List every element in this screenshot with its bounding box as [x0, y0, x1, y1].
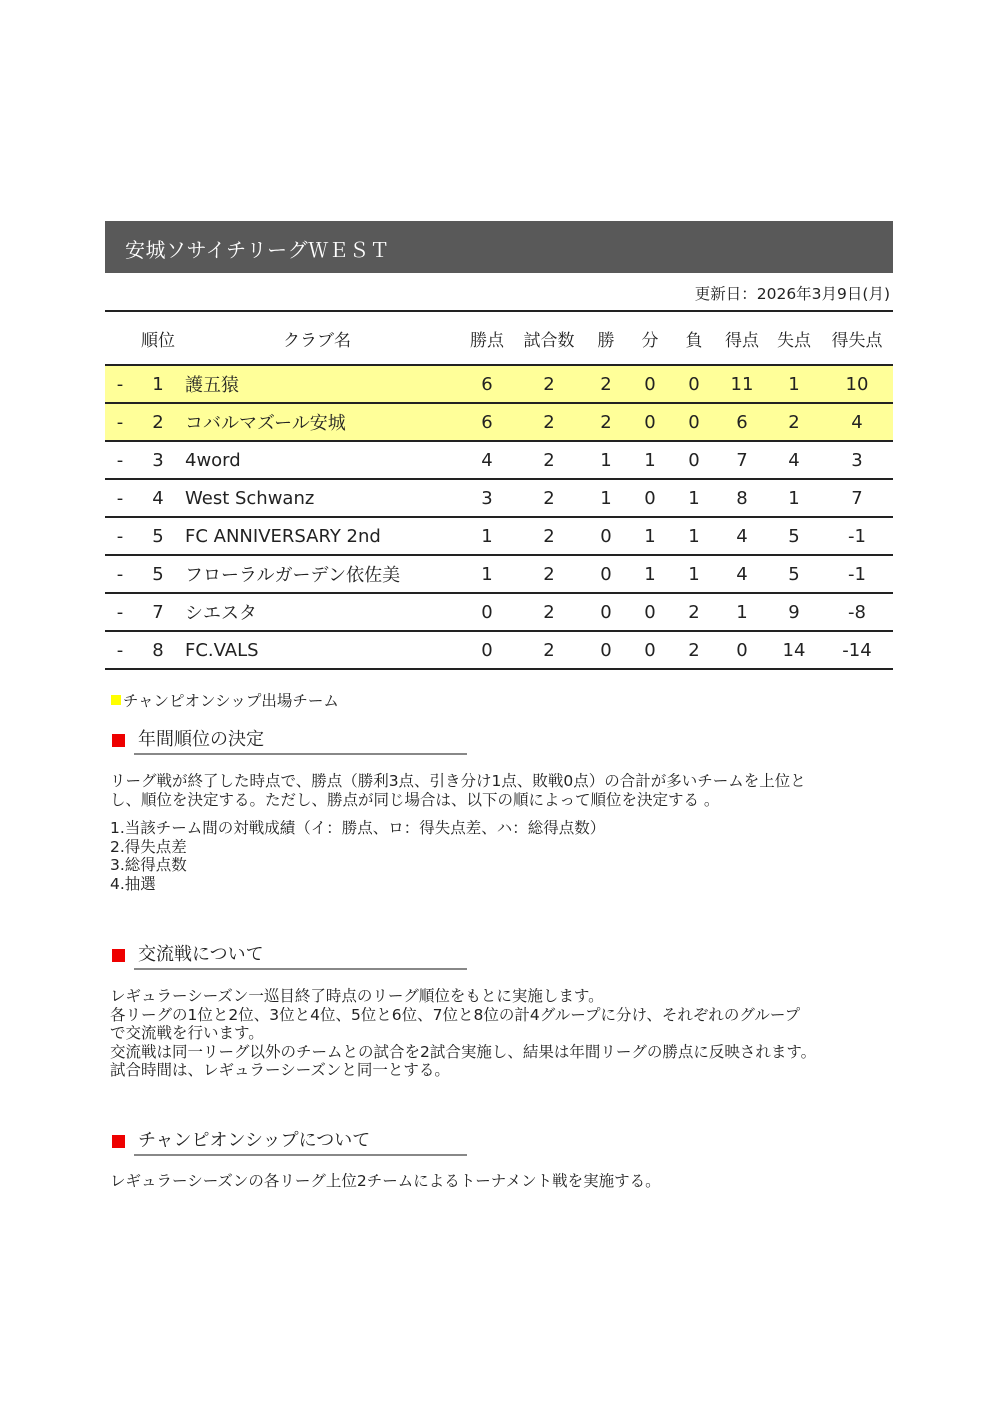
club-name-cell: シエスタ	[185, 603, 257, 624]
rank-cell: 2	[135, 403, 181, 441]
rank-cell: 5	[152, 525, 164, 547]
trend-cell: -	[116, 563, 124, 585]
played-cell: 2	[515, 365, 583, 403]
goals-for-cell: 7	[736, 449, 748, 471]
points-cell: 6	[459, 403, 515, 441]
played-cell: 2	[543, 525, 555, 547]
goal-diff-cell: 10	[821, 365, 893, 403]
drawn-cell: 0	[629, 403, 671, 441]
table-row	[105, 441, 893, 479]
goals-against-cell: 5	[788, 525, 800, 547]
legend-label: チャンピオンシップ出場チーム	[123, 692, 339, 710]
table-row	[105, 593, 893, 631]
goals-for-cell: 4	[736, 525, 748, 547]
title-bar	[105, 221, 893, 273]
rank-cell: 5	[152, 563, 164, 585]
updated-date: 更新日：2026年3月9日(月)	[694, 285, 890, 303]
club-name-cell: FC.VALS	[185, 639, 259, 661]
col-rank-header: 順位	[141, 330, 175, 351]
goals-against-cell: 9	[788, 601, 800, 623]
paragraph-line: レギュラーシーズン一巡目終了時点のリーグ順位をもとに実施します。	[110, 987, 604, 1005]
lost-cell: 1	[688, 563, 700, 585]
points-cell: 3	[481, 487, 493, 509]
paragraph-line: し、順位を決定する。ただし、勝点が同じ場合は、以下の順によって順位を決定する 。	[110, 790, 720, 809]
played-cell: 2	[543, 601, 555, 623]
won-cell: 2	[583, 403, 629, 441]
lost-cell: 2	[688, 639, 700, 661]
rank-cell: 3	[152, 449, 164, 471]
section-heading-label: 交流戦について	[134, 944, 467, 970]
goals-against-cell: 5	[788, 563, 800, 585]
played-cell: 2	[543, 449, 555, 471]
rank-cell: 4	[152, 487, 164, 509]
goal-diff-cell: -1	[848, 525, 866, 547]
goals-against-cell: 1	[788, 487, 800, 509]
trend-cell: -	[116, 525, 124, 547]
table-row	[105, 403, 893, 441]
table-row	[105, 517, 893, 555]
drawn-cell: 1	[644, 563, 656, 585]
points-cell: 6	[459, 365, 515, 403]
won-cell: 0	[600, 601, 612, 623]
goal-diff-cell: -14	[842, 639, 872, 661]
goal-diff-cell: 7	[851, 487, 863, 509]
col-drawn-header: 分	[641, 330, 659, 351]
goals-for-cell: 4	[736, 563, 748, 585]
goal-diff-cell: -1	[848, 563, 866, 585]
goals-for-cell: 8	[736, 487, 748, 509]
lost-cell: 1	[688, 487, 700, 509]
won-cell: 1	[600, 487, 612, 509]
club-name-cell: フローラルガーデン依佐美	[185, 565, 401, 586]
section-heading-championship	[112, 1130, 467, 1154]
section-heading-annual-ranking	[112, 729, 467, 753]
col-gf-header: 得点	[725, 330, 759, 351]
won-cell: 0	[600, 639, 612, 661]
section-body-annual-ranking	[110, 772, 885, 893]
drawn-cell: 0	[629, 365, 671, 403]
won-cell: 0	[600, 525, 612, 547]
trend-cell: -	[116, 449, 124, 471]
col-ga-header: 失点	[777, 330, 811, 351]
points-cell: 1	[481, 525, 493, 547]
goal-diff-cell: 3	[851, 449, 863, 471]
goal-diff-cell: 4	[821, 403, 893, 441]
rank-cell: 1	[135, 365, 181, 403]
section-heading-label: チャンピオンシップについて	[134, 1130, 467, 1156]
rank-cell: 8	[152, 639, 164, 661]
col-won-header: 勝	[597, 330, 615, 351]
section-body-championship	[110, 1172, 885, 1191]
club-name-cell: FC ANNIVERSARY 2nd	[185, 525, 381, 547]
goals-for-cell: 0	[736, 639, 748, 661]
goals-against-cell: 4	[788, 449, 800, 471]
goal-diff-cell: -8	[848, 601, 866, 623]
played-cell: 2	[543, 563, 555, 585]
goals-against-cell: 1	[767, 365, 821, 403]
red-square-icon	[112, 949, 125, 962]
list-item: 2.得失点差	[110, 837, 187, 856]
goals-against-cell: 14	[782, 639, 806, 661]
paragraph-line: レギュラーシーズンの各リーグ上位2チームによるトーナメント戦を実施する。	[110, 1172, 661, 1190]
won-cell: 0	[600, 563, 612, 585]
paragraph-line: で交流戦を行います。	[110, 1024, 264, 1042]
paragraph-line: 各リーグの1位と2位、3位と4位、5位と6位、7位と8位の計4グループに分け、それぞれのグループ	[110, 1005, 801, 1024]
played-cell: 2	[543, 639, 555, 661]
goals-against-cell: 2	[767, 403, 821, 441]
table-header-row	[105, 311, 893, 365]
club-name-cell: West Schwanz	[185, 487, 315, 509]
list-item: 1.当該チーム間の対戦成績（イ：勝点、ロ：得失点差、ハ：総得点数）	[110, 819, 606, 837]
legend	[111, 689, 339, 711]
played-cell: 2	[543, 487, 555, 509]
section-heading-label: 年間順位の決定	[134, 729, 467, 755]
club-name-cell: 護五猿	[181, 365, 459, 403]
goals-for-cell: 6	[717, 403, 767, 441]
club-name-cell: 4word	[185, 449, 241, 471]
list-item: 3.総得点数	[110, 856, 187, 874]
trend-cell: -	[116, 487, 124, 509]
won-cell: 1	[600, 449, 612, 471]
rank-cell: 7	[152, 601, 164, 623]
drawn-cell: 0	[644, 601, 656, 623]
trend-cell: -	[105, 403, 135, 441]
table-row	[105, 555, 893, 593]
col-points-header: 勝点	[470, 330, 504, 351]
points-cell: 1	[481, 563, 493, 585]
drawn-cell: 0	[644, 639, 656, 661]
drawn-cell: 1	[644, 449, 656, 471]
lost-cell: 0	[688, 449, 700, 471]
paragraph-line: 試合時間は、レギュラーシーズンと同一とする。	[110, 1061, 450, 1079]
lost-cell: 2	[688, 601, 700, 623]
won-cell: 2	[583, 365, 629, 403]
table-row	[105, 365, 893, 403]
played-cell: 2	[515, 403, 583, 441]
col-played-header: 試合数	[523, 330, 575, 351]
paragraph-line: リーグ戦が終了した時点で、勝点（勝利3点、引き分け1点、敗戦0点）の合計が多いチームを上位と	[110, 772, 806, 790]
points-cell: 0	[481, 601, 493, 623]
section-heading-interleague	[112, 944, 467, 968]
col-club-header: クラブ名	[283, 330, 351, 351]
table-row	[105, 631, 893, 669]
goals-for-cell: 1	[736, 601, 748, 623]
drawn-cell: 0	[644, 487, 656, 509]
red-square-icon	[112, 1135, 125, 1148]
lost-cell: 0	[671, 365, 717, 403]
paragraph-line: 交流戦は同一リーグ以外のチームとの試合を2試合実施し、結果は年間リーグの勝点に反映されます。	[110, 1042, 817, 1061]
trend-cell: -	[116, 601, 124, 623]
points-cell: 4	[481, 449, 493, 471]
trend-cell: -	[116, 639, 124, 661]
goals-for-cell: 11	[717, 365, 767, 403]
list-item: 4.抽選	[110, 874, 156, 893]
col-gd-header: 得失点	[831, 330, 883, 351]
col-lost-header: 負	[685, 330, 703, 351]
trend-cell: -	[105, 365, 135, 403]
points-cell: 0	[481, 639, 493, 661]
standings-table	[105, 310, 893, 670]
club-name-cell: コバルマズール安城	[181, 403, 459, 441]
paragraph-line	[110, 809, 885, 819]
lost-cell: 1	[688, 525, 700, 547]
legend-swatch-icon	[111, 695, 121, 705]
drawn-cell: 1	[644, 525, 656, 547]
red-square-icon	[112, 734, 125, 747]
page-title: 安城ソサイチリーグＷＥＳＴ	[125, 238, 391, 262]
table-row	[105, 479, 893, 517]
col-trend-header	[105, 311, 135, 365]
lost-cell: 0	[671, 403, 717, 441]
section-body-interleague	[110, 987, 885, 1080]
